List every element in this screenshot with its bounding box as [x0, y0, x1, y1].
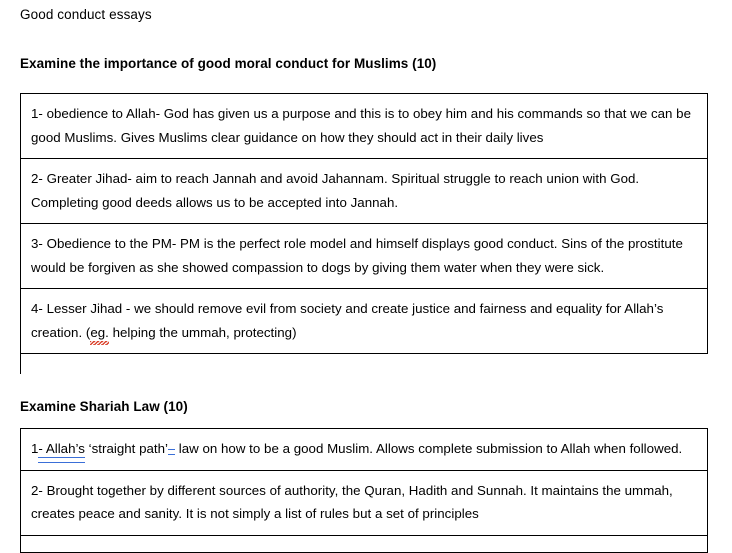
essay-table-moral-conduct [20, 93, 708, 374]
table-row [21, 224, 708, 289]
essay-text-suffix: law on how to be a good Muslim. Allows complete submission to Allah when followed. [175, 441, 683, 456]
essay-point-cell: 3- Obedience to the PM- PM is the perfect role model and himself displays good conduct. Sins of the prostitute would be forgiven as she showed compassion to dogs by giving them water when they were sick. [21, 224, 708, 289]
empty-row-stub [21, 354, 708, 375]
section-heading-shariah-law: Examine Shariah Law (10) [20, 399, 188, 414]
grammar-check-mark-allahs[interactable]: - Allah’s [38, 437, 85, 461]
essay-text-before-spell-error: 4- Lesser Jihad - we should remove evil from society and create justice and fairness and equality for Allah’s creation. ( [31, 301, 664, 340]
table-row [21, 470, 708, 535]
table-row [21, 94, 708, 159]
essay-point-number: 1 [31, 441, 39, 456]
essay-text-after-spell-error: helping the ummah, protecting) [108, 324, 297, 340]
table-row [21, 429, 708, 471]
essay-point-cell: 1- obedience to Allah- God has given us a purpose and this is to obey him and his commands so that we can be good Muslims. Gives Muslims clear guidance on how they should act in their daily lives [21, 94, 708, 159]
essay-point-cell: 2- Brought together by different sources of authority, the Quran, Hadith and Sunnah. It maintains the ummah, creates peace and sanity. It is not simply a list of rules but a set of principles [21, 470, 708, 535]
table-row-empty-stub [21, 354, 708, 375]
document-title: Good conduct essays [20, 7, 152, 22]
section-heading-moral-conduct: Examine the importance of good moral conduct for Muslims (10) [20, 56, 437, 71]
partial-row-cut-off [21, 535, 708, 552]
essay-point-cell [21, 429, 708, 471]
essay-point-cell: 2- Greater Jihad- aim to reach Jannah and avoid Jahannam. Spiritual struggle to reach union with God. Completing good deeds allows us to be accepted into Jannah. [21, 159, 708, 224]
table-row [21, 159, 708, 224]
table-row [21, 289, 708, 354]
table-row-partial [21, 535, 708, 552]
essay-point-cell [21, 289, 708, 354]
essay-text-middle: ‘straight path’ [84, 441, 169, 456]
essay-table-shariah-law [20, 428, 708, 553]
spell-check-error-eg[interactable]: eg. [90, 321, 109, 345]
